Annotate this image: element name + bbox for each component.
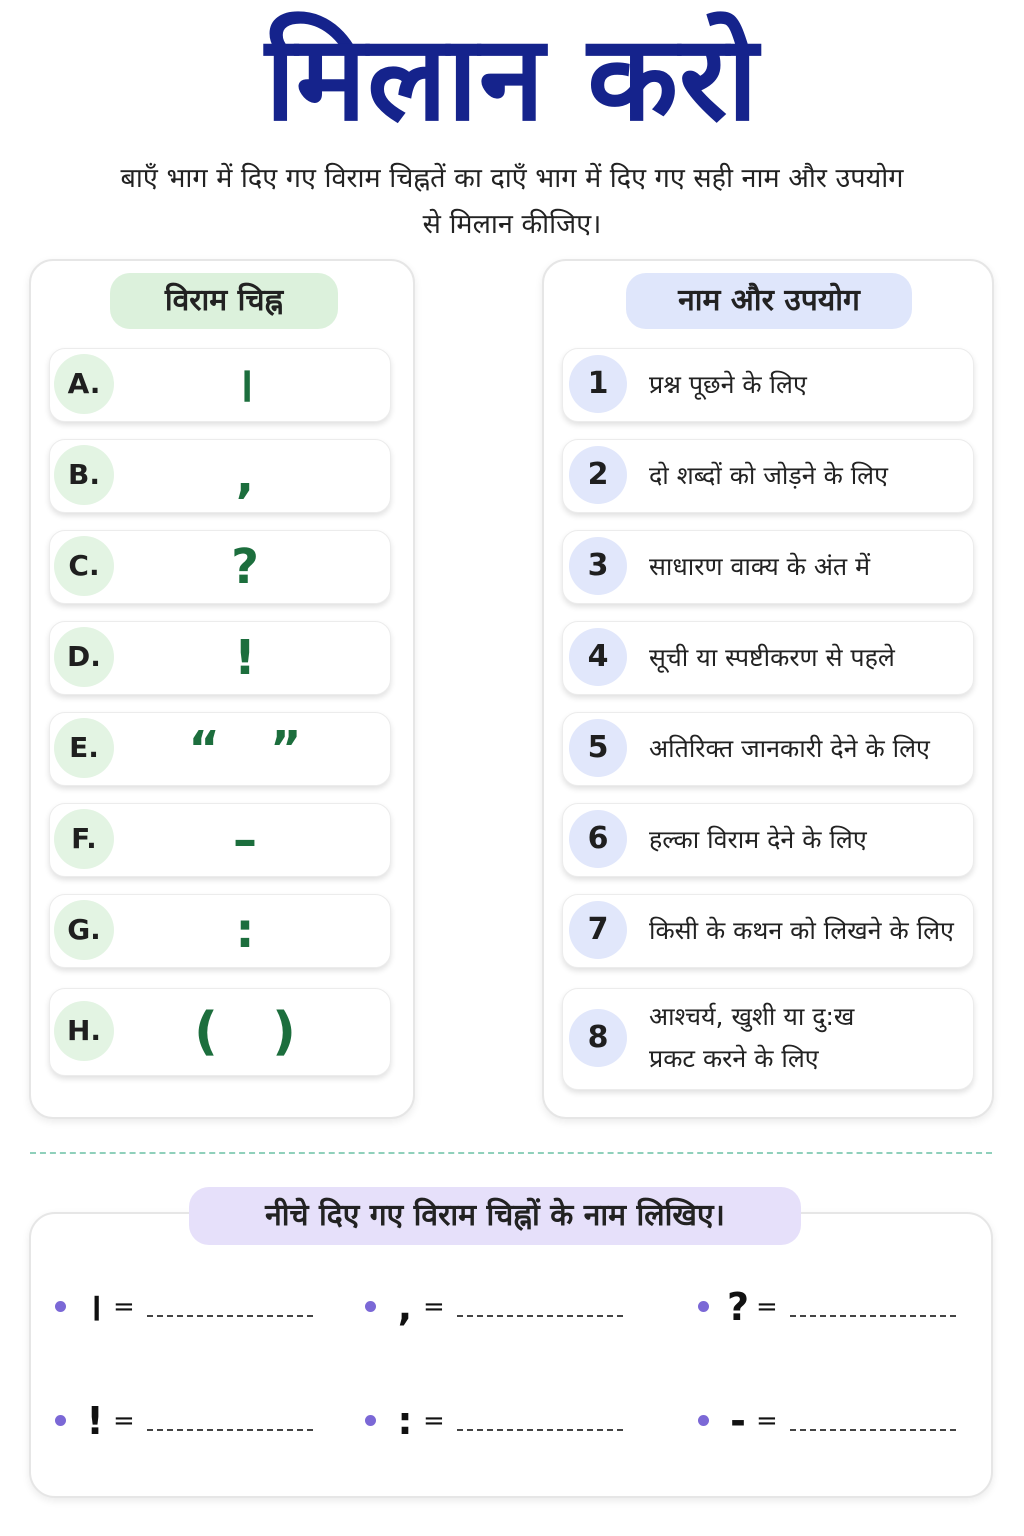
usage-text: साधारण वाक्य के अंत में — [649, 552, 871, 581]
equals-sign: = — [423, 1292, 445, 1322]
item-number: 2 — [569, 446, 627, 504]
blank-symbol: : — [397, 1399, 413, 1443]
punctuation-symbol: : — [235, 903, 255, 959]
usage-item-5[interactable] — [562, 712, 974, 786]
punctuation-item-g[interactable] — [49, 894, 391, 968]
answer-line[interactable] — [147, 1315, 313, 1317]
item-letter: E. — [54, 718, 114, 778]
equals-sign: = — [756, 1406, 778, 1436]
usage-item-2[interactable] — [562, 439, 974, 513]
instruction-text — [50, 156, 974, 248]
item-letter: F. — [54, 809, 114, 869]
answer-line[interactable] — [790, 1315, 956, 1317]
usage-text: दो शब्दों को जोड़ने के लिए — [649, 461, 888, 490]
equals-sign: = — [756, 1292, 778, 1322]
blank-symbol: , — [397, 1285, 413, 1329]
item-number: 1 — [569, 355, 627, 413]
usage-heading: नाम और उपयोग — [626, 273, 912, 329]
bullet-icon — [55, 1415, 66, 1426]
usage-text: अतिरिक्त जानकारी देने के लिए — [649, 734, 930, 763]
page-title: मिलान करो — [265, 9, 759, 147]
usage-text-line-1: आश्चर्य, खुशी या दु:ख — [649, 1002, 855, 1031]
usage-text: हल्का विराम देने के लिए — [649, 825, 867, 854]
punctuation-symbol: , — [235, 448, 255, 504]
punctuation-symbol: – — [233, 812, 257, 868]
usage-panel — [542, 259, 994, 1119]
item-letter: H. — [54, 1001, 114, 1061]
item-number: 8 — [569, 1009, 627, 1067]
usage-item-1[interactable] — [562, 348, 974, 422]
blank-symbol: ! — [86, 1399, 104, 1443]
blank-symbol: ? — [726, 1285, 750, 1329]
equals-sign: = — [423, 1406, 445, 1436]
item-number: 6 — [569, 810, 627, 868]
item-number: 7 — [569, 901, 627, 959]
punctuation-heading: विराम चिह्न — [110, 273, 338, 329]
bullet-icon — [55, 1301, 66, 1312]
punctuation-symbol: । — [235, 357, 255, 413]
punctuation-symbol: ! — [234, 630, 256, 686]
bullet-icon — [365, 1301, 376, 1312]
punctuation-item-h[interactable] — [49, 988, 391, 1076]
usage-item-8[interactable] — [562, 988, 974, 1090]
answer-line[interactable] — [790, 1429, 956, 1431]
punctuation-item-e[interactable] — [49, 712, 391, 786]
name-exercise-panel — [29, 1212, 993, 1498]
blank-symbol: । — [87, 1285, 103, 1329]
bullet-icon — [365, 1415, 376, 1426]
usage-item-6[interactable] — [562, 803, 974, 877]
item-number: 3 — [569, 537, 627, 595]
equals-sign: = — [113, 1292, 135, 1322]
punctuation-item-a[interactable] — [49, 348, 391, 422]
item-number: 5 — [569, 719, 627, 777]
item-letter: C. — [54, 536, 114, 596]
item-number: 4 — [569, 628, 627, 686]
instruction-line-1: बाएँ भाग में दिए गए विराम चिह्नतें का दाएँ भाग में दिए गए सही नाम और उपयोग — [120, 163, 904, 194]
bullet-icon — [698, 1415, 709, 1426]
punctuation-item-b[interactable] — [49, 439, 391, 513]
bullet-icon — [698, 1301, 709, 1312]
usage-item-4[interactable] — [562, 621, 974, 695]
punctuation-symbol: ( ) — [194, 1002, 296, 1062]
name-exercise-heading: नीचे दिए गए विराम चिह्नों के नाम लिखिए। — [189, 1187, 801, 1245]
blank-item-comma[interactable] — [365, 1282, 665, 1332]
punctuation-item-d[interactable] — [49, 621, 391, 695]
item-letter: D. — [54, 627, 114, 687]
usage-item-3[interactable] — [562, 530, 974, 604]
answer-line[interactable] — [457, 1429, 623, 1431]
usage-text-line-2: प्रकट करने के लिए — [649, 1044, 819, 1073]
blank-item-exclamation[interactable] — [55, 1396, 355, 1446]
punctuation-item-c[interactable] — [49, 530, 391, 604]
blank-symbol: - — [730, 1399, 746, 1443]
punctuation-symbol: ? — [231, 539, 259, 595]
usage-text: प्रश्न पूछने के लिए — [649, 370, 807, 399]
punctuation-item-f[interactable] — [49, 803, 391, 877]
answer-line[interactable] — [457, 1315, 623, 1317]
item-letter: G. — [54, 900, 114, 960]
instruction-line-2: से मिलान कीजिए। — [422, 209, 602, 240]
usage-item-7[interactable] — [562, 894, 974, 968]
blank-item-dash[interactable] — [698, 1396, 998, 1446]
blank-item-question[interactable] — [698, 1282, 998, 1332]
blank-item-purna-viram[interactable] — [55, 1282, 355, 1332]
equals-sign: = — [113, 1406, 135, 1436]
punctuation-symbol: “ ” — [188, 721, 302, 777]
usage-text: किसी के कथन को लिखने के लिए — [649, 916, 954, 945]
usage-text: सूची या स्पष्टीकरण से पहले — [649, 643, 895, 672]
item-letter: A. — [54, 354, 114, 414]
item-letter: B. — [54, 445, 114, 505]
answer-line[interactable] — [147, 1429, 313, 1431]
section-divider — [30, 1152, 992, 1154]
punctuation-panel — [29, 259, 415, 1119]
blank-item-colon[interactable] — [365, 1396, 665, 1446]
